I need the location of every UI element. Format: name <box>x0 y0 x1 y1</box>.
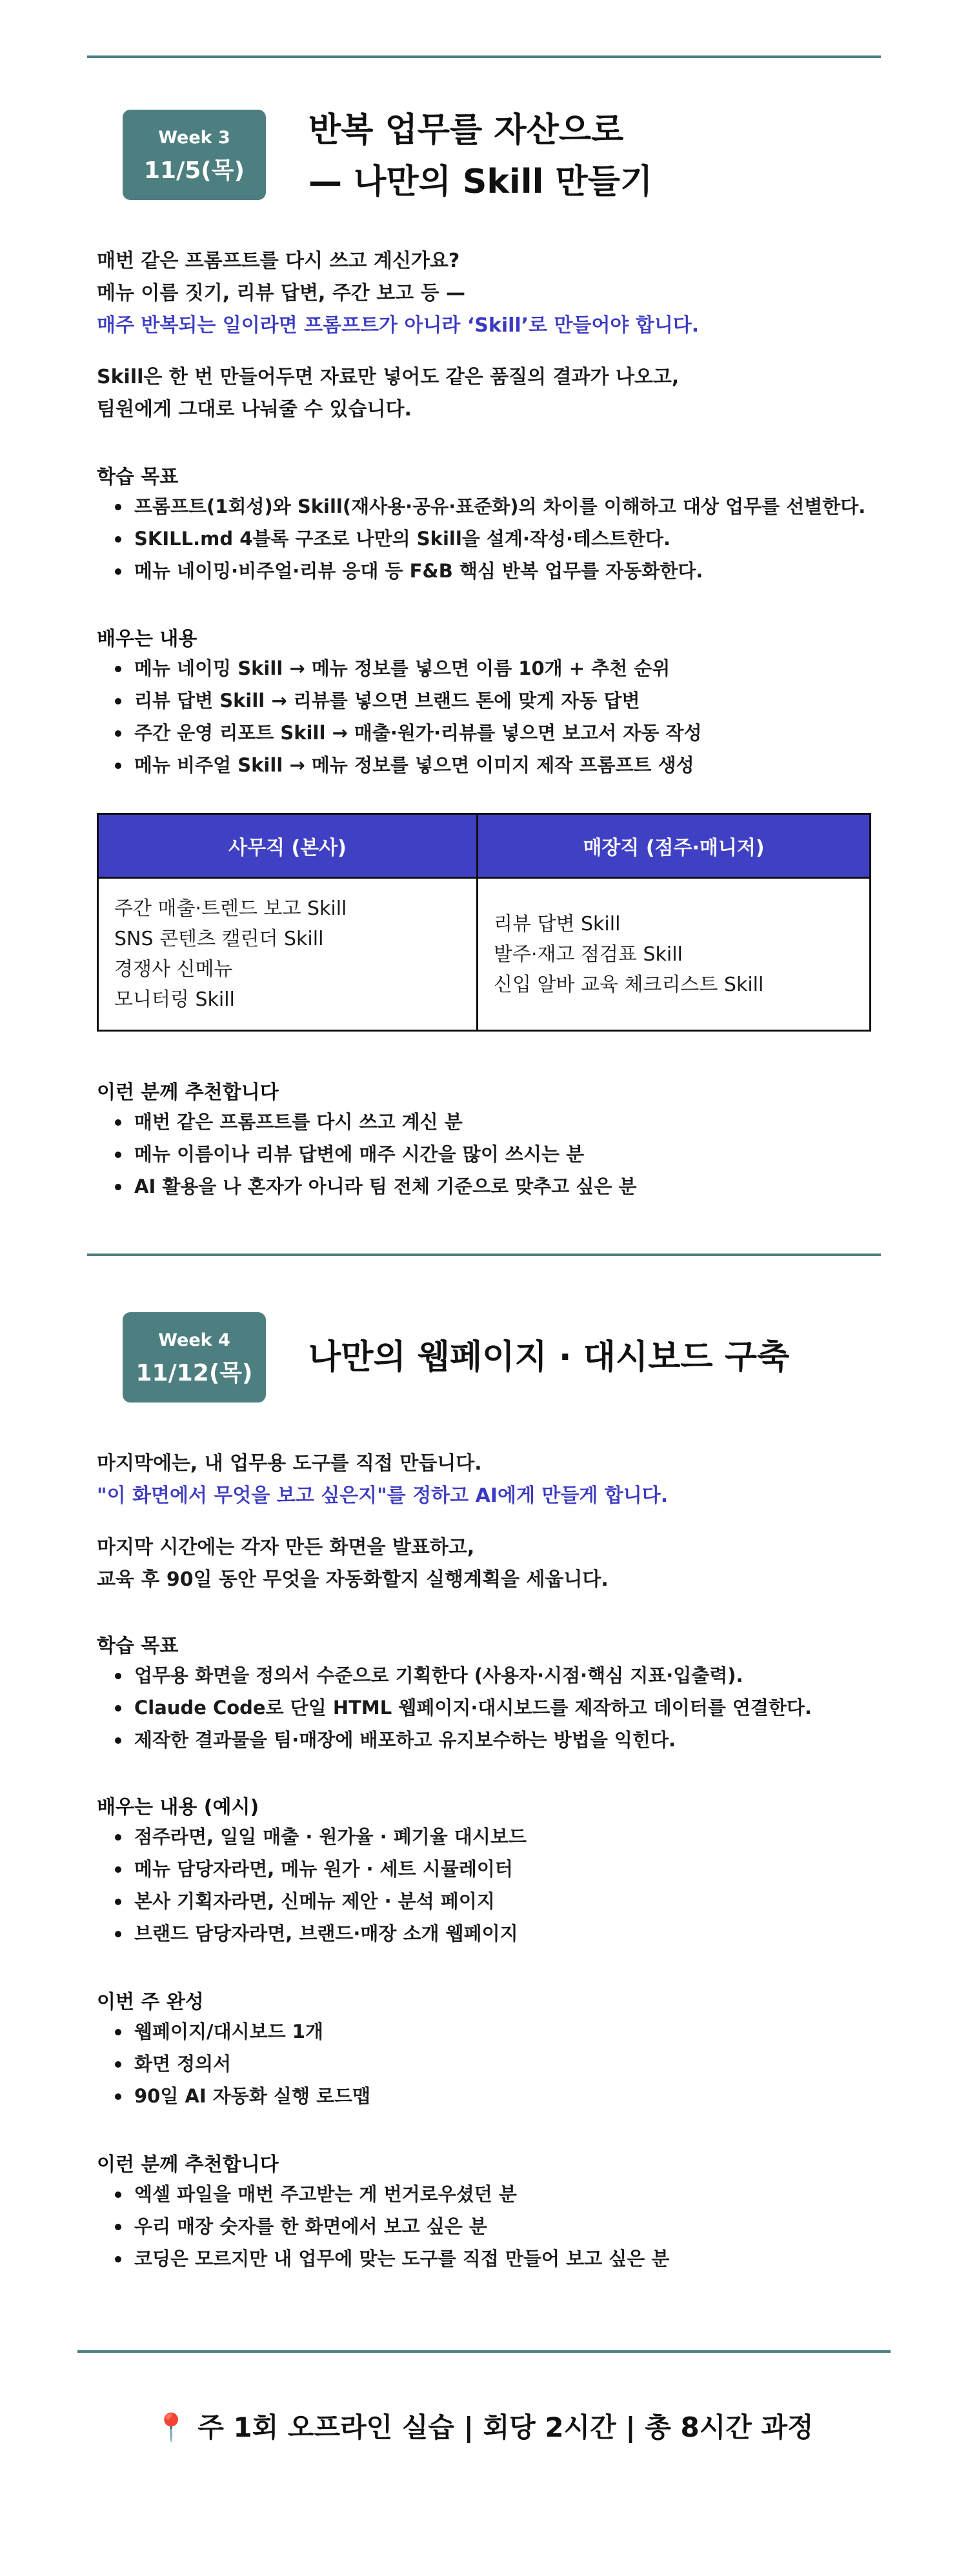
week3-badge <box>123 110 266 200</box>
week3-goals-heading: 학습 목표 <box>97 466 179 488</box>
list-item: 메뉴 이름이나 리뷰 답변에 매주 시간을 많이 쓰시는 분 <box>97 1138 637 1170</box>
table-cell-line: 주간 매출·트렌드 보고 Skill <box>114 897 347 920</box>
week3-learn-list <box>97 652 702 781</box>
week4-badge <box>123 1312 266 1403</box>
list-item: 리뷰 답변 Skill → 리뷰를 넣으면 브랜드 톤에 맞게 자동 답변 <box>97 684 702 717</box>
bullet-icon <box>115 2029 121 2035</box>
list-item: 90일 AI 자동화 실행 로드맵 <box>97 2080 370 2112</box>
week4-title: 나만의 웹페이지 · 대시보드 구축 <box>308 1338 790 1377</box>
week4-done-heading: 이번 주 완성 <box>97 1991 204 2013</box>
table-cell-line: SNS 콘텐츠 캘린더 Skill <box>114 928 324 950</box>
table-cell-line: 신입 알바 교육 체크리스트 Skill <box>494 973 764 996</box>
role-skill-table <box>97 813 871 1032</box>
bullet-icon <box>115 1834 121 1841</box>
bullet-icon <box>115 568 121 575</box>
week3-badge-week: Week 3 <box>158 128 230 148</box>
week4-badge-week: Week 4 <box>158 1330 230 1350</box>
bullet-icon <box>115 1866 121 1873</box>
bullet-icon <box>115 504 121 510</box>
week3-goals-list <box>97 490 865 587</box>
list-item: 우리 매장 숫자를 한 화면에서 보고 싶은 분 <box>97 2210 669 2242</box>
list-item: 메뉴 네이밍·비주얼·리뷰 응대 등 F&B 핵심 반복 업무를 자동화한다. <box>97 555 865 587</box>
footer-text: 주 1회 오프라인 실습 | 회당 2시간 | 총 8시간 과정 <box>197 2411 814 2443</box>
bullet-icon <box>115 1705 121 1712</box>
week3-rec-list <box>97 1106 637 1203</box>
list-item: 업무용 화면을 정의서 수준으로 기획한다 (사용자·시점·핵심 지표·입출력). <box>97 1659 812 1692</box>
top-divider <box>87 55 881 58</box>
bullet-icon <box>115 2061 121 2068</box>
week3-intro-line: 매번 같은 프롬프트를 다시 쓰고 계신가요? <box>97 250 460 272</box>
week3-paragraph-line: Skill은 한 번 만들어두면 자료만 넣어도 같은 품질의 결과가 나오고, <box>97 366 680 388</box>
bullet-icon <box>115 666 121 672</box>
week4-paragraph <box>97 1532 609 1596</box>
list-item: 메뉴 네이밍 Skill → 메뉴 정보를 넣으면 이름 10개 + 추천 순위 <box>97 652 702 684</box>
bullet-icon <box>115 2093 121 2100</box>
list-item: Claude Code로 단일 HTML 웹페이지·대시보드를 제작하고 데이터를 연결한다. <box>97 1692 812 1724</box>
list-item: 엑셀 파일을 매번 주고받는 게 번거로우셨던 분 <box>97 2178 669 2210</box>
list-item: SKILL.md 4블록 구조로 나만의 Skill을 설계·작성·테스트한다. <box>97 523 865 555</box>
week3-badge-date: 11/5(목) <box>144 157 245 184</box>
week3-title-line1: 반복 업무를 자산으로 <box>308 111 624 150</box>
table-cell-line: 리뷰 답변 Skill <box>494 912 621 935</box>
week4-learn-list <box>97 1821 527 1950</box>
footer-divider <box>77 2350 891 2353</box>
list-item: 코딩은 모르지만 내 업무에 맞는 도구를 직접 만들어 보고 싶은 분 <box>97 2242 669 2275</box>
week4-intro-accent: "이 화면에서 무엇을 보고 싶은지"를 정하고 AI에게 만들게 합니다. <box>97 1484 669 1507</box>
week4-goals-heading: 학습 목표 <box>97 1635 179 1657</box>
week4-done-list <box>97 2015 370 2112</box>
week3-rec-heading: 이런 분께 추천합니다 <box>97 1081 279 1104</box>
bullet-icon <box>115 730 121 737</box>
bullet-icon <box>115 2192 121 2198</box>
table-cell-line: 모니터링 Skill <box>114 988 235 1011</box>
section-divider <box>87 1253 881 1256</box>
list-item: 웹페이지/대시보드 1개 <box>97 2015 370 2048</box>
footer-summary <box>0 2406 968 2445</box>
list-item: 점주라면, 일일 매출 · 원가율 · 폐기율 대시보드 <box>97 1821 527 1853</box>
list-item: 프롬프트(1회성)와 Skill(재사용·공유·표준화)의 차이를 이해하고 대상 업무를 선별한다. <box>97 490 865 523</box>
week4-paragraph-line: 교육 후 90일 동안 무엇을 자동화할지 실행계획을 세웁니다. <box>97 1568 609 1591</box>
list-item: 주간 운영 리포트 Skill → 매출·원가·리뷰를 넣으면 보고서 자동 작성 <box>97 717 702 749</box>
bullet-icon <box>115 763 121 769</box>
bullet-icon <box>115 536 121 543</box>
bullet-icon <box>115 1119 121 1126</box>
week3-title <box>308 105 652 208</box>
bullet-icon <box>115 1184 121 1190</box>
table-header-office: 사무직 (본사) <box>98 814 478 878</box>
bullet-icon <box>115 2224 121 2230</box>
bullet-icon <box>115 698 121 704</box>
list-item: 메뉴 담당자라면, 메뉴 원가 · 세트 시뮬레이터 <box>97 1853 527 1885</box>
week4-intro-line: 마지막에는, 내 업무용 도구를 직접 만듭니다. <box>97 1452 482 1475</box>
table-cell-line: 경쟁사 신메뉴 <box>114 958 233 981</box>
week4-paragraph-line: 마지막 시간에는 각자 만든 화면을 발표하고, <box>97 1536 475 1559</box>
pin-icon: 📍 <box>154 2411 188 2443</box>
week4-badge-date: 11/12(목) <box>136 1360 253 1386</box>
week3-paragraph <box>97 361 679 426</box>
list-item: AI 활용을 나 혼자가 아니라 팀 전체 기준으로 맞추고 싶은 분 <box>97 1170 637 1203</box>
table-cell-line: 발주·재고 점검표 Skill <box>494 943 683 966</box>
week3-intro <box>97 245 699 342</box>
list-item: 제작한 결과물을 팀·매장에 배포하고 유지보수하는 방법을 익힌다. <box>97 1724 812 1756</box>
bullet-icon <box>115 1899 121 1905</box>
list-item: 본사 기획자라면, 신메뉴 제안 · 분석 페이지 <box>97 1885 527 1917</box>
week3-title-line2: — 나만의 Skill 만들기 <box>308 163 653 201</box>
week3-intro-line: 메뉴 이름 짓기, 리뷰 답변, 주간 보고 등 — <box>97 282 466 305</box>
bullet-icon <box>115 1931 121 1937</box>
week4-intro <box>97 1448 668 1512</box>
bullet-icon <box>115 1152 121 1158</box>
week4-rec-heading: 이런 분께 추천합니다 <box>97 2153 279 2176</box>
table-header-store: 매장직 (점주·매니저) <box>478 814 871 878</box>
table-cell-store <box>478 878 871 1031</box>
week3-paragraph-line: 팀원에게 그대로 나눠줄 수 있습니다. <box>97 398 412 421</box>
list-item: 화면 정의서 <box>97 2048 370 2080</box>
list-item: 브랜드 담당자라면, 브랜드·매장 소개 웹페이지 <box>97 1917 527 1950</box>
list-item: 매번 같은 프롬프트를 다시 쓰고 계신 분 <box>97 1106 637 1138</box>
week4-goals-list <box>97 1659 812 1756</box>
bullet-icon <box>115 2256 121 2262</box>
list-item: 메뉴 비주얼 Skill → 메뉴 정보를 넣으면 이미지 제작 프롬프트 생성 <box>97 749 702 781</box>
bullet-icon <box>115 1737 121 1744</box>
week4-learn-heading: 배우는 내용 (예시) <box>97 1796 259 1819</box>
bullet-icon <box>115 1673 121 1679</box>
week4-rec-list <box>97 2178 669 2275</box>
table-cell-office <box>98 878 478 1031</box>
week3-intro-accent: 매주 반복되는 일이라면 프롬프트가 아니라 ‘Skill’로 만들어야 합니다. <box>97 314 700 337</box>
week3-learn-heading: 배우는 내용 <box>97 628 197 650</box>
